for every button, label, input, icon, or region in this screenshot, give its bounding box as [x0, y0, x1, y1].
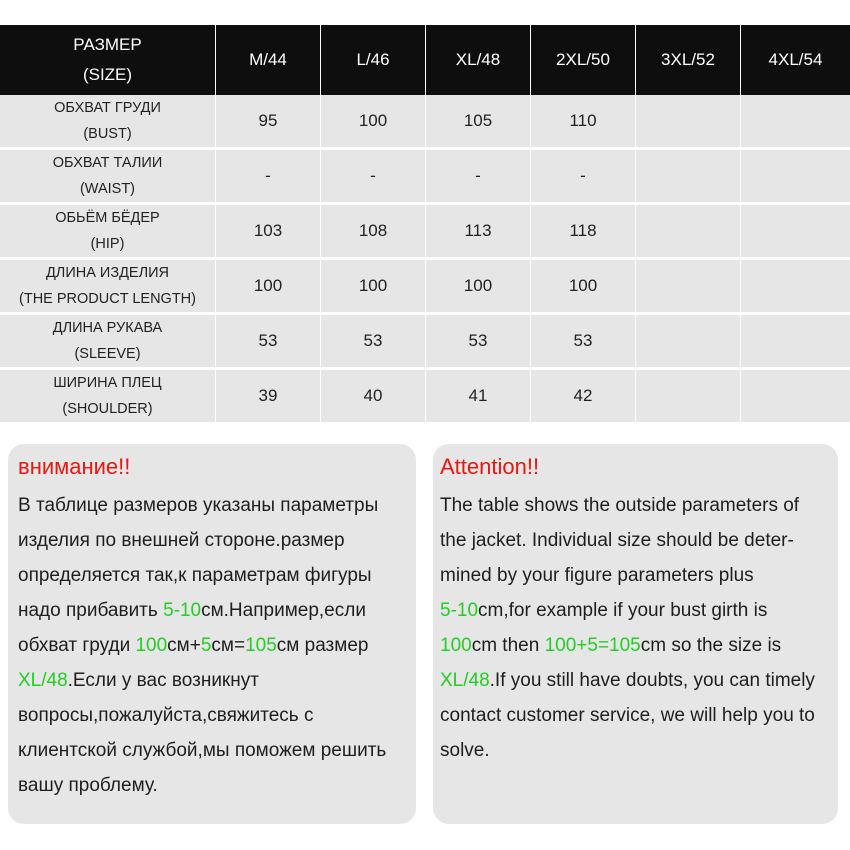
- measurement-value: 100: [216, 257, 321, 312]
- measurement-row: [0, 95, 850, 147]
- note-line: [18, 698, 406, 733]
- highlighted-text: 5: [200, 635, 212, 656]
- note-text: клиентской службой,мы поможем решить: [18, 740, 387, 761]
- note-text: см размер: [276, 635, 369, 656]
- note-text: the jacket. Individual size should be deter-: [440, 530, 794, 551]
- size-header-label-en: (SIZE): [82, 65, 133, 84]
- note-text: cm,for example if your bust girth is: [478, 600, 768, 621]
- size-header-cell: XL/48: [426, 25, 531, 95]
- measurement-row: [0, 147, 850, 202]
- measurement-value: 100: [321, 257, 426, 312]
- measurement-value: 53: [216, 312, 321, 367]
- highlighted-text: 100: [135, 635, 168, 656]
- note-text: определяется так,к параметрам фигуры: [18, 565, 372, 586]
- measurement-value: [636, 95, 741, 147]
- note-text: см=: [211, 635, 246, 656]
- measurement-value: -: [531, 147, 636, 202]
- note-text: cm then: [471, 635, 545, 656]
- measurement-value: -: [321, 147, 426, 202]
- measurement-value: [741, 95, 850, 147]
- measurement-label: [0, 312, 216, 367]
- size-header-label-ru: РАЗМЕР: [73, 35, 142, 54]
- measurement-label-en: (WAIST): [79, 181, 136, 197]
- measurement-value: [741, 147, 850, 202]
- note-line: [440, 488, 828, 523]
- attention-body-ru: [18, 488, 406, 803]
- measurement-label-en: (BUST): [83, 126, 132, 142]
- size-header-row: [0, 25, 850, 95]
- measurement-value: [636, 257, 741, 312]
- measurement-label: [0, 257, 216, 312]
- highlighted-text: 105: [245, 635, 277, 656]
- measurement-value: 41: [426, 367, 531, 422]
- note-text: изделия по внешней стороне.размер: [18, 530, 345, 551]
- measurement-label-en: (HIP): [90, 236, 125, 252]
- measurement-label: [0, 202, 216, 257]
- note-line: [440, 733, 828, 768]
- note-line: [440, 558, 828, 593]
- note-line: [18, 558, 406, 593]
- note-line: [18, 628, 406, 663]
- highlighted-text: 5-10: [440, 600, 479, 621]
- measurement-value: -: [426, 147, 531, 202]
- measurement-value: [636, 367, 741, 422]
- size-header-cell: 2XL/50: [531, 25, 636, 95]
- size-header-cell: 3XL/52: [636, 25, 741, 95]
- note-text: .Если у вас возникнут: [67, 670, 259, 691]
- measurement-value: 42: [531, 367, 636, 422]
- highlighted-text: XL/48: [18, 670, 68, 691]
- measurement-value: 108: [321, 202, 426, 257]
- note-line: [18, 488, 406, 523]
- measurement-value: [741, 202, 850, 257]
- size-header-cell: L/46: [321, 25, 426, 95]
- measurement-value: 53: [321, 312, 426, 367]
- note-text: The table shows the outside parameters of: [440, 495, 800, 516]
- measurement-row: [0, 312, 850, 367]
- note-line: [440, 698, 828, 733]
- measurement-value: 110: [531, 95, 636, 147]
- note-line: [440, 523, 828, 558]
- note-text: вашу проблему.: [18, 775, 158, 796]
- measurement-value: 100: [426, 257, 531, 312]
- note-text: см+: [167, 635, 201, 656]
- attention-note-russian: [8, 444, 416, 824]
- measurement-value: [636, 312, 741, 367]
- measurement-value: [636, 202, 741, 257]
- highlighted-text: 5-10: [163, 600, 202, 621]
- size-header-cell: M/44: [216, 25, 321, 95]
- measurement-value: [636, 147, 741, 202]
- note-line: [18, 768, 406, 803]
- attention-title-en: Attention!!: [440, 454, 540, 479]
- measurement-value: 39: [216, 367, 321, 422]
- measurement-label: [0, 95, 216, 147]
- measurement-row: [0, 202, 850, 257]
- note-line: [18, 593, 406, 628]
- measurement-value: 53: [531, 312, 636, 367]
- measurement-label-ru: ШИРИНА ПЛЕЦ: [53, 375, 162, 391]
- measurement-value: 95: [216, 95, 321, 147]
- note-text: mined by your figure parameters plus: [440, 565, 754, 586]
- attention-title-ru: внимание!!: [18, 454, 131, 479]
- note-text: contact customer service, we will help you to: [440, 705, 815, 726]
- measurement-value: 100: [531, 257, 636, 312]
- measurement-label-ru: ОБХВАТ ТАЛИИ: [52, 155, 163, 171]
- measurement-value: 40: [321, 367, 426, 422]
- attention-body-en: [440, 488, 828, 768]
- measurement-value: [741, 367, 850, 422]
- measurement-value: [741, 257, 850, 312]
- note-text: вопросы,пожалуйста,свяжитесь с: [18, 705, 314, 726]
- measurement-label-en: (SHOULDER): [62, 401, 153, 417]
- highlighted-text: 100+5=105: [544, 635, 641, 656]
- measurement-value: 100: [321, 95, 426, 147]
- note-line: [18, 733, 406, 768]
- measurement-row: [0, 367, 850, 422]
- note-text: обхват груди: [18, 635, 136, 656]
- highlighted-text: 100: [440, 635, 472, 656]
- note-line: [18, 663, 406, 698]
- measurement-row: [0, 257, 850, 312]
- note-text: см.Например,если: [201, 600, 366, 621]
- measurement-value: 53: [426, 312, 531, 367]
- note-line: [440, 663, 828, 698]
- measurement-value: 113: [426, 202, 531, 257]
- measurement-value: [741, 312, 850, 367]
- measurement-label-en: (SLEEVE): [74, 346, 141, 362]
- note-text: .If you still have doubts, you can timely: [489, 670, 815, 691]
- attention-note-english: [433, 444, 838, 824]
- note-text: cm so the size is: [640, 635, 782, 656]
- size-chart-table: [0, 25, 850, 422]
- measurement-value: -: [216, 147, 321, 202]
- note-text: В таблице размеров указаны параметры: [18, 495, 379, 516]
- measurement-label: [0, 147, 216, 202]
- measurement-label-en: (THE PRODUCT LENGTH): [19, 291, 196, 307]
- note-text: solve.: [440, 740, 490, 761]
- note-text: надо прибавить: [18, 600, 164, 621]
- size-header-label: [0, 25, 216, 95]
- measurement-label-ru: ОБЬЁМ БЁДЕР: [55, 210, 160, 226]
- highlighted-text: XL/48: [440, 670, 490, 691]
- measurement-label-ru: ОБХВАТ ГРУДИ: [54, 100, 161, 116]
- note-line: [440, 593, 828, 628]
- measurement-value: 103: [216, 202, 321, 257]
- measurement-label-ru: ДЛИНА РУКАВА: [52, 320, 163, 336]
- measurement-label-ru: ДЛИНА ИЗДЕЛИЯ: [45, 265, 169, 281]
- measurement-value: 118: [531, 202, 636, 257]
- note-line: [18, 523, 406, 558]
- measurement-label: [0, 367, 216, 422]
- size-header-cell: 4XL/54: [741, 25, 850, 95]
- measurement-value: 105: [426, 95, 531, 147]
- note-line: [440, 628, 828, 663]
